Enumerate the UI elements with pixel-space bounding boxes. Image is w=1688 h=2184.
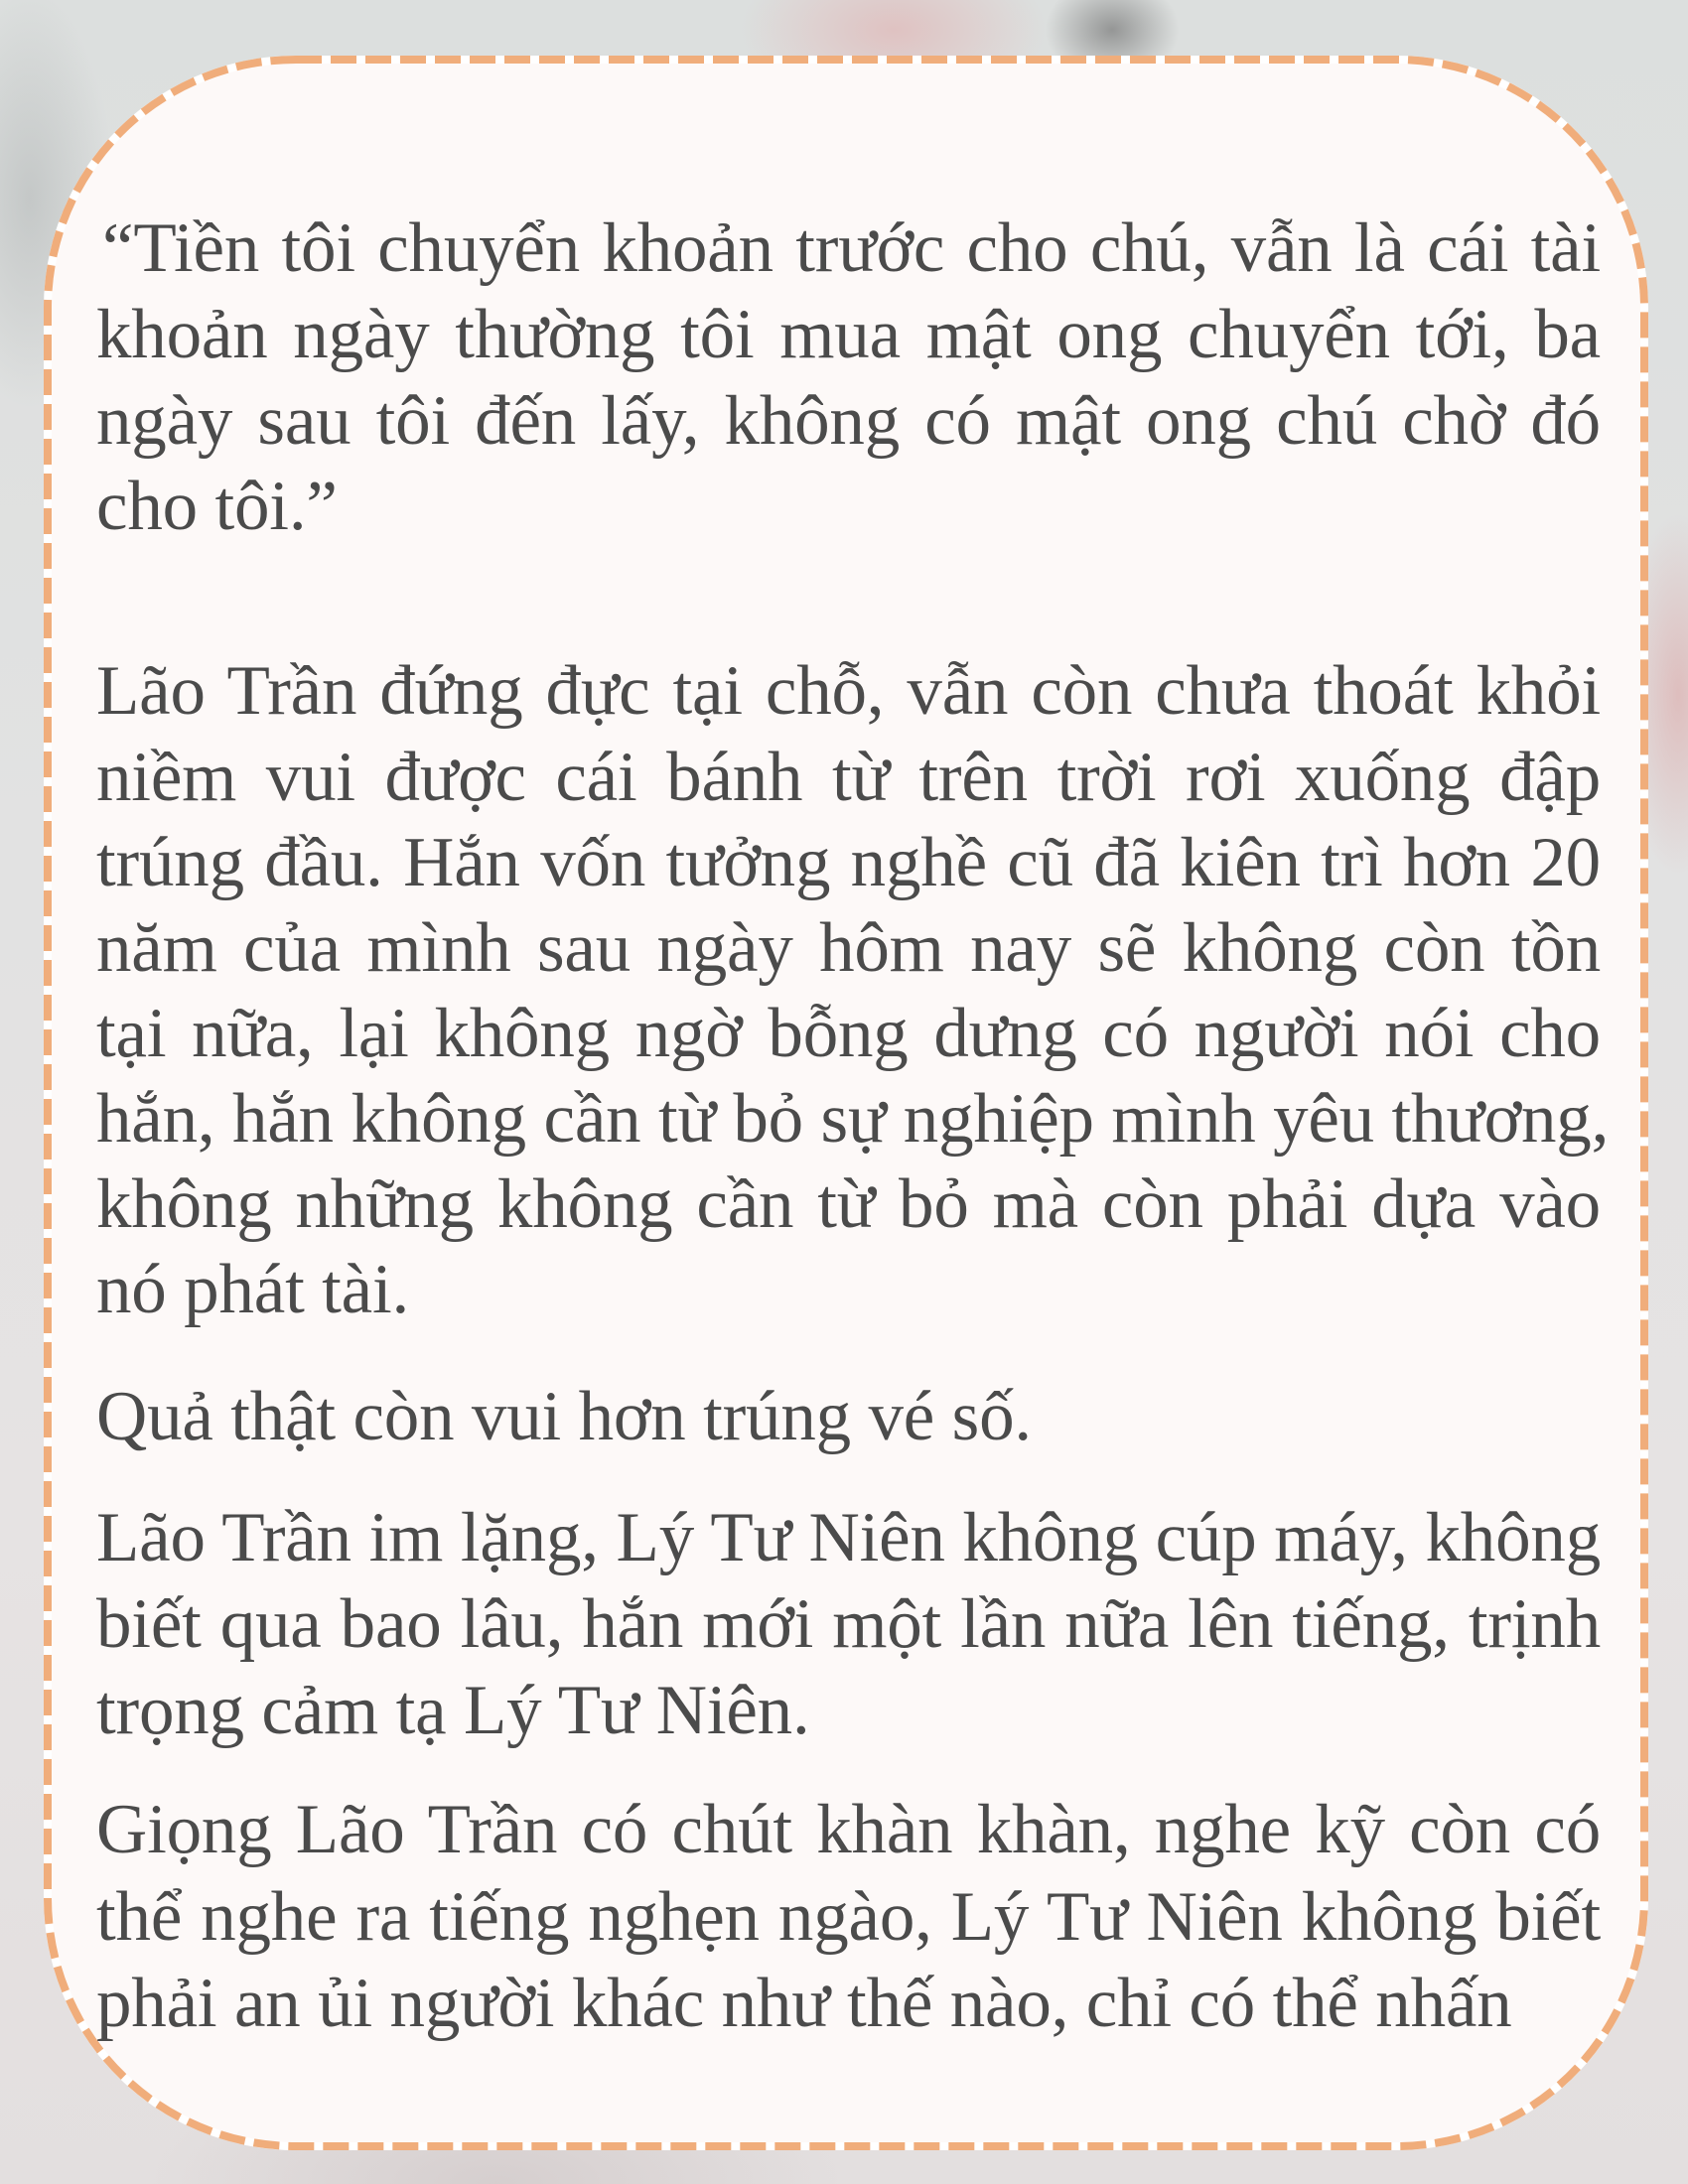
text-line: cho tôi.”	[96, 468, 338, 545]
text-line: trọng cảm tạ Lý Tư Niên.	[96, 1672, 810, 1749]
text-line: Lão Trần im lặng, Lý Tư Niên không cúp máy, không	[96, 1499, 1601, 1576]
text-line: ngày sau tôi đến lấy, không có mật ong chú chờ đó	[96, 382, 1601, 460]
text-line: khoản ngày thường tôi mua mật ong chuyển tới, ba	[96, 296, 1601, 373]
text-line: phải an ủi người khác như thế nào, chỉ có thể nhấn	[96, 1965, 1512, 2042]
text-line: nó phát tài.	[96, 1251, 410, 1328]
text-line: Quả thật còn vui hơn trúng vé số.	[96, 1378, 1032, 1455]
text-line: hắn, hắn không cần từ bỏ sự nghiệp mình yêu thương,	[96, 1080, 1610, 1158]
text-line: biết qua bao lâu, hắn mới một lần nữa lên tiếng, trịnh	[96, 1585, 1601, 1663]
text-line: Lão Trần đứng đực tại chỗ, vẫn còn chưa thoát khỏi	[96, 652, 1601, 730]
text-line: tại nữa, lại không ngờ bỗng dưng có người nói cho	[96, 995, 1601, 1072]
text-line: trúng đầu. Hắn vốn tưởng nghề cũ đã kiên trì hơn 20	[96, 824, 1601, 901]
text-line: Giọng Lão Trần có chút khàn khàn, nghe kỹ còn có	[96, 1791, 1601, 1868]
text-line: “Tiền tôi chuyển khoản trước cho chú, vẫn là cái tài	[102, 209, 1601, 287]
text-line: không những không cần từ bỏ mà còn phải dựa vào	[96, 1165, 1601, 1243]
text-line: niềm vui được cái bánh từ trên trời rơi xuống đập	[96, 739, 1601, 816]
text-line: năm của mình sau ngày hôm nay sẽ không còn tồn	[96, 909, 1601, 987]
text-line: thể nghe ra tiếng nghẹn ngào, Lý Tư Niên không biết	[96, 1878, 1601, 1956]
